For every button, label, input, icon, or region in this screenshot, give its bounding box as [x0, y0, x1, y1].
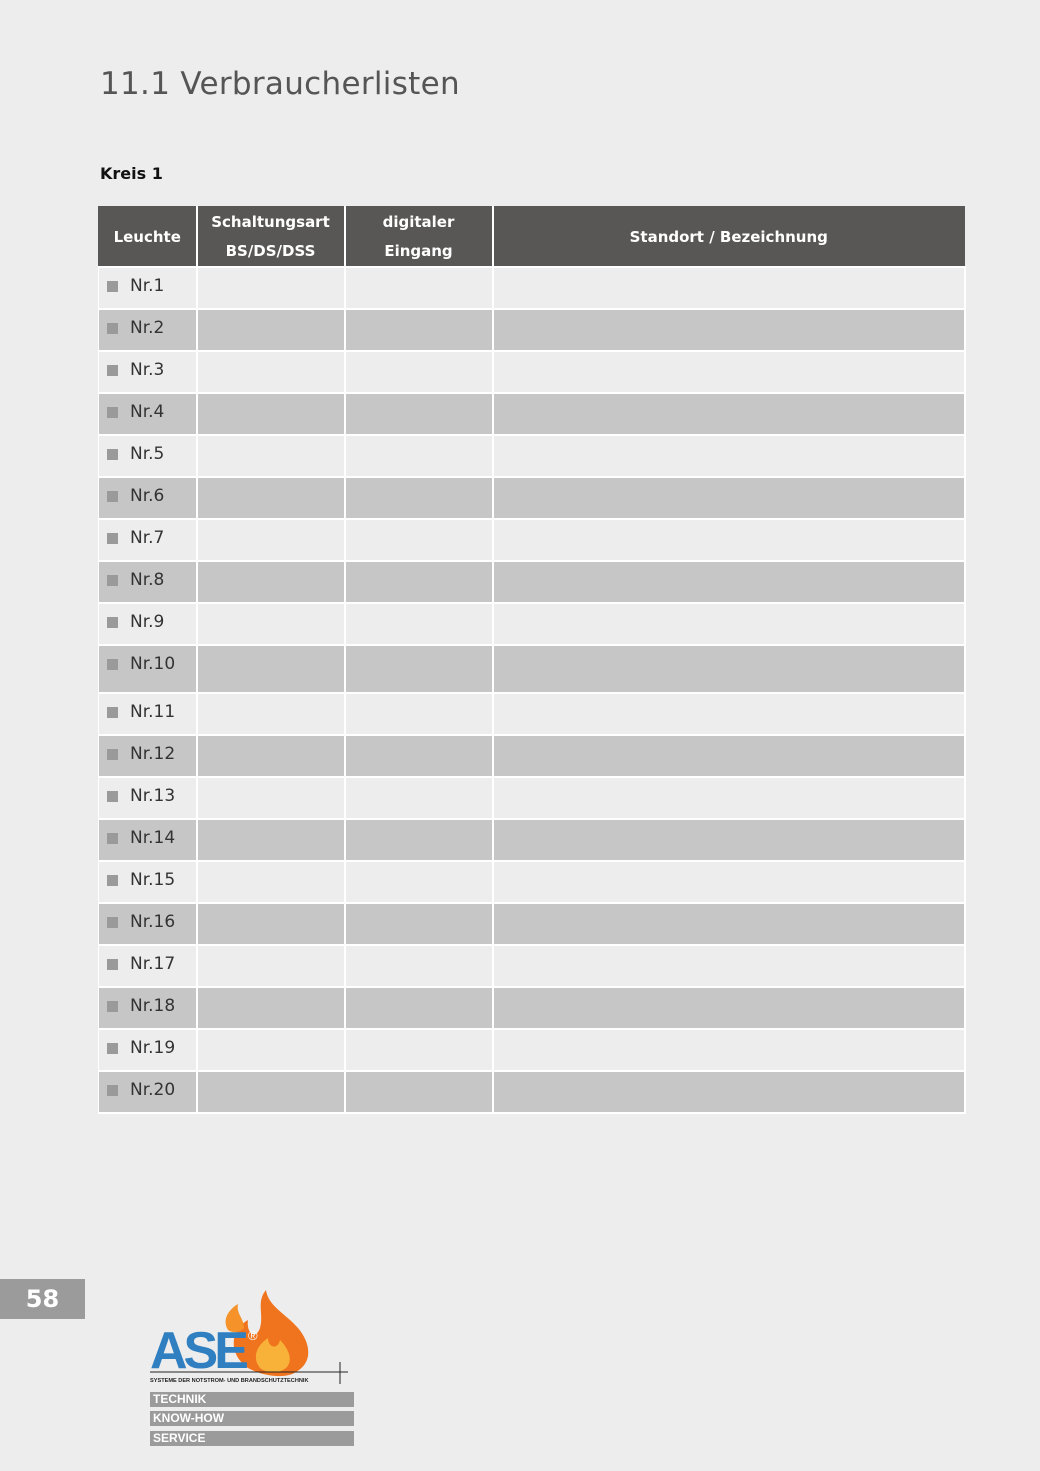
cell-leuchte	[99, 903, 197, 945]
square-bullet-icon	[107, 449, 118, 460]
cell-schaltungsart[interactable]	[197, 393, 345, 435]
cell-leuchte	[99, 267, 197, 309]
header-schaltungsart-line2: BS/DS/DSS	[225, 242, 316, 260]
row-label	[99, 820, 196, 848]
cell-leuchte	[99, 1029, 197, 1071]
header-schaltungsart-line1: Schaltungsart	[211, 213, 330, 231]
cell-standort[interactable]	[493, 393, 965, 435]
table-row	[99, 351, 965, 393]
cell-schaltungsart[interactable]	[197, 693, 345, 735]
cell-schaltungsart[interactable]	[197, 309, 345, 351]
cell-schaltungsart[interactable]	[197, 861, 345, 903]
cell-digitaler-eingang[interactable]	[345, 645, 493, 693]
square-bullet-icon	[107, 617, 118, 628]
cell-schaltungsart[interactable]	[197, 561, 345, 603]
cell-schaltungsart[interactable]	[197, 519, 345, 561]
row-number-label: Nr.8	[130, 570, 165, 590]
cell-schaltungsart[interactable]	[197, 267, 345, 309]
table-row	[99, 309, 965, 351]
row-number-label: Nr.4	[130, 402, 165, 422]
square-bullet-icon	[107, 707, 118, 718]
header-digitaler-line1: digitaler	[382, 213, 455, 231]
square-bullet-icon	[107, 833, 118, 844]
cell-schaltungsart[interactable]	[197, 987, 345, 1029]
table-row	[99, 603, 965, 645]
cell-standort[interactable]	[493, 861, 965, 903]
cell-standort[interactable]	[493, 435, 965, 477]
cell-standort[interactable]	[493, 903, 965, 945]
row-number-label: Nr.19	[130, 1038, 176, 1058]
cell-digitaler-eingang[interactable]	[345, 477, 493, 519]
table-row	[99, 987, 965, 1029]
cell-leuchte	[99, 735, 197, 777]
cell-digitaler-eingang[interactable]	[345, 393, 493, 435]
cell-standort[interactable]	[493, 267, 965, 309]
cell-digitaler-eingang[interactable]	[345, 735, 493, 777]
cell-leuchte	[99, 519, 197, 561]
table-row	[99, 519, 965, 561]
header-schaltungsart	[197, 207, 345, 267]
cell-digitaler-eingang[interactable]	[345, 603, 493, 645]
square-bullet-icon	[107, 533, 118, 544]
header-digitaler-line2: Eingang	[384, 242, 453, 260]
row-label	[99, 268, 196, 296]
row-label	[99, 436, 196, 464]
logo-tagline: SYSTEME DER NOTSTROM- UND BRANDSCHUTZTECHNIK	[150, 1378, 309, 1384]
cell-schaltungsart[interactable]	[197, 477, 345, 519]
table-row	[99, 945, 965, 987]
square-bullet-icon	[107, 281, 118, 292]
row-label	[99, 1030, 196, 1058]
row-number-label: Nr.16	[130, 912, 176, 932]
cell-standort[interactable]	[493, 561, 965, 603]
row-label	[99, 736, 196, 764]
row-number-label: Nr.6	[130, 486, 165, 506]
logo-label-technik: TECHNIK	[150, 1392, 354, 1407]
row-number-label: Nr.9	[130, 612, 165, 632]
row-number-label: Nr.15	[130, 870, 176, 890]
cell-standort[interactable]	[493, 477, 965, 519]
square-bullet-icon	[107, 1001, 118, 1012]
square-bullet-icon	[107, 323, 118, 334]
row-number-label: Nr.2	[130, 318, 165, 338]
logo-brand-text: ASE	[150, 1322, 245, 1380]
row-label	[99, 946, 196, 974]
table-row	[99, 1029, 965, 1071]
table-row	[99, 861, 965, 903]
row-label	[99, 778, 196, 806]
cell-digitaler-eingang[interactable]	[345, 987, 493, 1029]
cell-schaltungsart[interactable]	[197, 645, 345, 693]
square-bullet-icon	[107, 365, 118, 376]
table-row	[99, 903, 965, 945]
table-body	[99, 267, 965, 1113]
square-bullet-icon	[107, 1043, 118, 1054]
row-label	[99, 904, 196, 932]
row-number-label: Nr.10	[130, 654, 176, 674]
table-row	[99, 435, 965, 477]
header-leuchte: Leuchte	[99, 207, 197, 267]
square-bullet-icon	[107, 917, 118, 928]
row-label	[99, 562, 196, 590]
row-label	[99, 694, 196, 722]
cell-schaltungsart[interactable]	[197, 819, 345, 861]
cell-leuchte	[99, 309, 197, 351]
cell-leuchte	[99, 561, 197, 603]
square-bullet-icon	[107, 749, 118, 760]
table-header-row	[99, 207, 965, 267]
cell-standort[interactable]	[493, 309, 965, 351]
cell-digitaler-eingang[interactable]	[345, 819, 493, 861]
cell-digitaler-eingang[interactable]	[345, 519, 493, 561]
cell-standort[interactable]	[493, 987, 965, 1029]
cell-schaltungsart[interactable]	[197, 777, 345, 819]
row-number-label: Nr.13	[130, 786, 176, 806]
square-bullet-icon	[107, 791, 118, 802]
row-label	[99, 604, 196, 632]
cell-leuchte	[99, 393, 197, 435]
cell-leuchte	[99, 351, 197, 393]
cell-leuchte	[99, 603, 197, 645]
cell-digitaler-eingang[interactable]	[345, 945, 493, 987]
cell-digitaler-eingang[interactable]	[345, 693, 493, 735]
square-bullet-icon	[107, 659, 118, 670]
cell-standort[interactable]	[493, 1071, 965, 1113]
table-row	[99, 477, 965, 519]
cell-leuchte	[99, 477, 197, 519]
square-bullet-icon	[107, 1085, 118, 1096]
cell-standort[interactable]	[493, 351, 965, 393]
row-number-label: Nr.11	[130, 702, 176, 722]
row-number-label: Nr.5	[130, 444, 165, 464]
row-number-label: Nr.3	[130, 360, 165, 380]
section-title: Kreis 1	[100, 164, 163, 183]
cell-leuchte	[99, 1071, 197, 1113]
square-bullet-icon	[107, 575, 118, 586]
cell-digitaler-eingang[interactable]	[345, 1029, 493, 1071]
page-number: 58	[0, 1279, 85, 1319]
cell-standort[interactable]	[493, 945, 965, 987]
cell-digitaler-eingang[interactable]	[345, 777, 493, 819]
table-row	[99, 267, 965, 309]
cell-leuchte	[99, 819, 197, 861]
row-label	[99, 310, 196, 338]
cell-standort[interactable]	[493, 1029, 965, 1071]
cell-digitaler-eingang[interactable]	[345, 267, 493, 309]
square-bullet-icon	[107, 407, 118, 418]
table-row	[99, 819, 965, 861]
cell-digitaler-eingang[interactable]	[345, 903, 493, 945]
table-row	[99, 1071, 965, 1113]
cell-standort[interactable]	[493, 735, 965, 777]
logo-label-know-how: KNOW-HOW	[150, 1411, 354, 1426]
row-label	[99, 478, 196, 506]
cell-leuchte	[99, 861, 197, 903]
page-title: 11.1 Verbraucherlisten	[100, 66, 460, 102]
cell-standort[interactable]	[493, 603, 965, 645]
table-row	[99, 777, 965, 819]
row-label	[99, 520, 196, 548]
cell-leuchte	[99, 645, 197, 693]
cell-schaltungsart[interactable]	[197, 1029, 345, 1071]
cell-standort[interactable]	[493, 777, 965, 819]
header-standort: Standort / Bezeichnung	[493, 207, 965, 267]
table-row	[99, 735, 965, 777]
row-number-label: Nr.20	[130, 1080, 176, 1100]
cell-standort[interactable]	[493, 519, 965, 561]
logo-registered-mark: ®	[248, 1328, 258, 1343]
row-number-label: Nr.18	[130, 996, 176, 1016]
row-label	[99, 352, 196, 380]
cell-leuchte	[99, 693, 197, 735]
cell-schaltungsart[interactable]	[197, 351, 345, 393]
cell-digitaler-eingang[interactable]	[345, 351, 493, 393]
row-label	[99, 1072, 196, 1100]
row-number-label: Nr.7	[130, 528, 165, 548]
cell-schaltungsart[interactable]	[197, 1071, 345, 1113]
row-number-label: Nr.17	[130, 954, 176, 974]
cell-schaltungsart[interactable]	[197, 603, 345, 645]
table-row	[99, 645, 965, 693]
cell-leuchte	[99, 945, 197, 987]
consumer-list-table	[98, 206, 966, 1114]
cell-digitaler-eingang[interactable]	[345, 1071, 493, 1113]
table-row	[99, 561, 965, 603]
row-label	[99, 862, 196, 890]
cell-standort[interactable]	[493, 693, 965, 735]
cell-leuchte	[99, 987, 197, 1029]
cell-schaltungsart[interactable]	[197, 945, 345, 987]
table-row	[99, 393, 965, 435]
cell-schaltungsart[interactable]	[197, 435, 345, 477]
row-label	[99, 988, 196, 1016]
cell-schaltungsart[interactable]	[197, 903, 345, 945]
row-number-label: Nr.12	[130, 744, 176, 764]
cell-digitaler-eingang[interactable]	[345, 861, 493, 903]
row-label	[99, 646, 196, 674]
row-number-label: Nr.14	[130, 828, 176, 848]
square-bullet-icon	[107, 959, 118, 970]
cell-digitaler-eingang[interactable]	[345, 309, 493, 351]
header-digitaler-eingang	[345, 207, 493, 267]
row-label	[99, 394, 196, 422]
cell-standort[interactable]	[493, 645, 965, 693]
row-number-label: Nr.1	[130, 276, 165, 296]
cell-digitaler-eingang[interactable]	[345, 435, 493, 477]
cell-digitaler-eingang[interactable]	[345, 561, 493, 603]
square-bullet-icon	[107, 491, 118, 502]
cell-schaltungsart[interactable]	[197, 735, 345, 777]
table-row	[99, 693, 965, 735]
logo-label-service: SERVICE	[150, 1431, 354, 1446]
cell-standort[interactable]	[493, 819, 965, 861]
square-bullet-icon	[107, 875, 118, 886]
cell-leuchte	[99, 435, 197, 477]
cell-leuchte	[99, 777, 197, 819]
